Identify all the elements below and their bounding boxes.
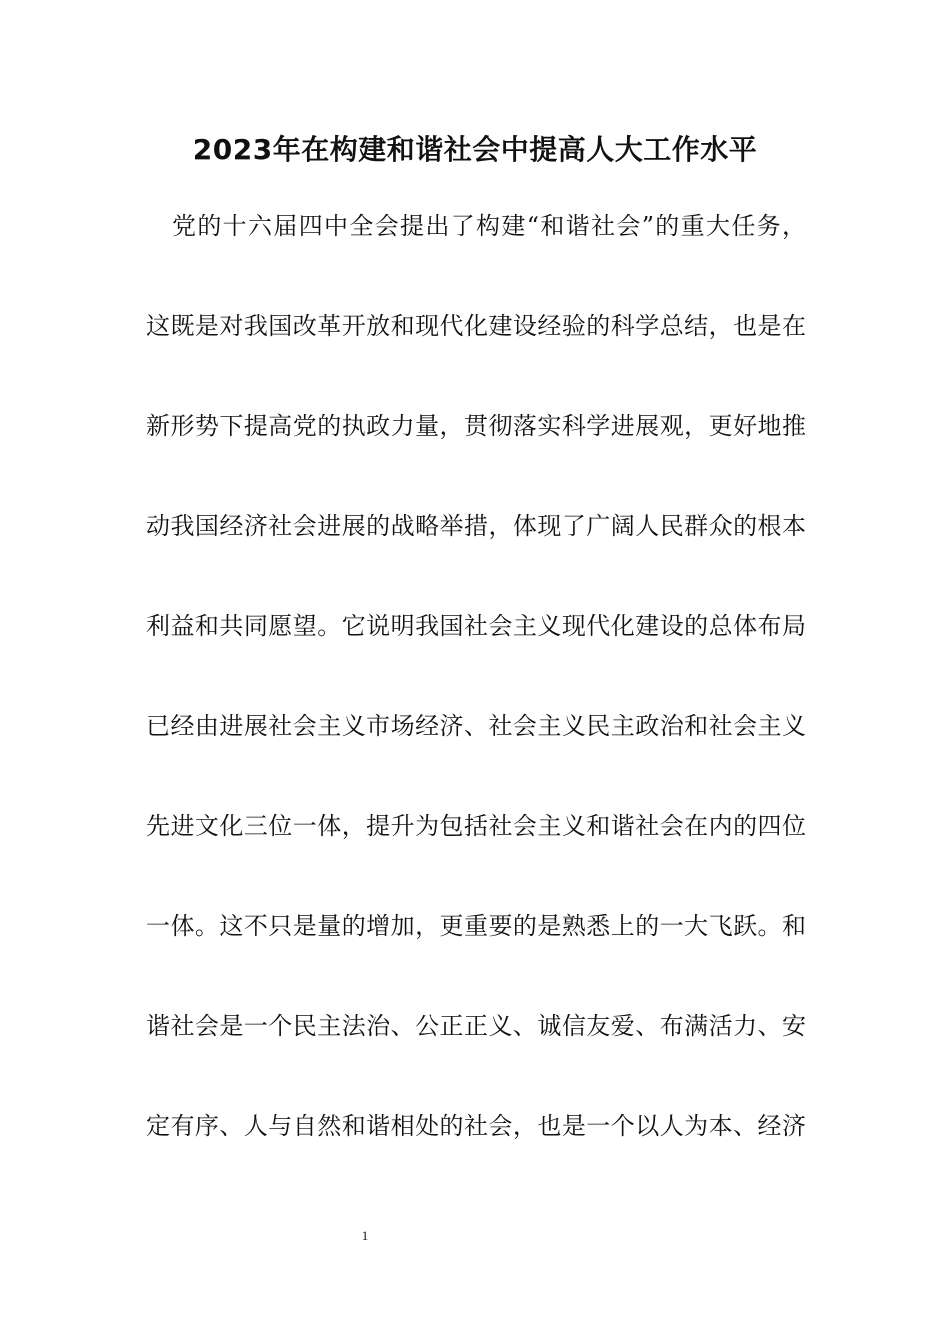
page-number: 1: [361, 1228, 369, 1243]
body-line: 这既是对我国改革开放和现代化建设经验的科学总结，也是在: [146, 312, 806, 340]
document-title: 2023年在构建和谐社会中提高人大工作水平: [192, 133, 758, 166]
body-line: 新形势下提高党的执政力量，贯彻落实科学进展观，更好地推: [146, 412, 806, 440]
body-line: 利益和共同愿望。它说明我国社会主义现代化建设的总体布局: [146, 612, 806, 640]
body-line: 定有序、人与自然和谐相处的社会，也是一个以人为本、经济: [146, 1112, 806, 1140]
body-line: 党的十六届四中全会提出了构建“和谐社会”的重大任务，: [172, 212, 806, 240]
body-line: 谐社会是一个民主法治、公正正义、诚信友爱、布满活力、安: [146, 1012, 806, 1040]
body-line: 动我国经济社会进展的战略举措，体现了广阔人民群众的根本: [146, 512, 806, 540]
body-line: 一体。这不只是量的增加，更重要的是熟悉上的一大飞跃。和: [146, 912, 806, 940]
body-line: 先进文化三位一体，提升为包括社会主义和谐社会在内的四位: [146, 812, 806, 840]
body-line: 已经由进展社会主义市场经济、社会主义民主政治和社会主义: [146, 712, 806, 740]
